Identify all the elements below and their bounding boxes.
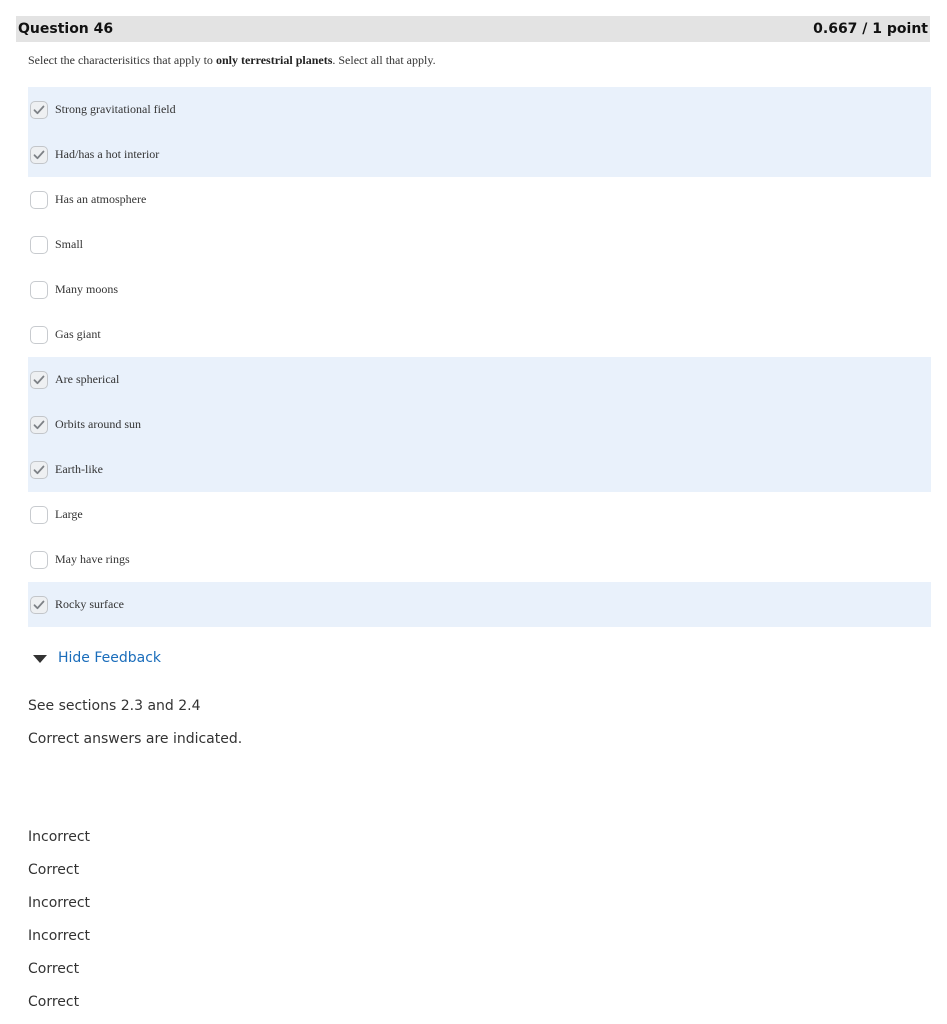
option-label: Orbits around sun — [55, 417, 141, 431]
caret-down-icon — [33, 655, 47, 663]
feedback-note-text: Correct answers are indicated. — [28, 731, 243, 747]
answer-option[interactable] — [28, 267, 931, 312]
checkmark-icon — [33, 420, 45, 430]
result-item: Correct — [28, 961, 80, 977]
option-label: Are spherical — [55, 372, 120, 386]
feedback-sections-text: See sections 2.3 and 2.4 — [28, 698, 201, 714]
checkmark-icon — [33, 150, 45, 160]
answer-option[interactable] — [28, 447, 931, 492]
option-label: Earth-like — [55, 462, 103, 476]
option-checkbox[interactable] — [30, 506, 48, 524]
checkmark-icon — [33, 375, 45, 385]
option-checkbox[interactable] — [30, 236, 48, 254]
option-label: Strong gravitational field — [55, 102, 176, 116]
option-checkbox[interactable] — [30, 326, 48, 344]
option-checkbox[interactable] — [30, 281, 48, 299]
option-checkbox[interactable] — [30, 371, 48, 389]
result-item: Incorrect — [28, 895, 91, 911]
option-label: May have rings — [55, 552, 130, 566]
answer-option[interactable] — [28, 402, 931, 447]
question-title: Question 46 — [18, 21, 114, 37]
option-label: Large — [55, 507, 83, 521]
option-label: Small — [55, 237, 84, 251]
answer-option[interactable] — [28, 582, 931, 627]
prompt-text-end: . Select all that apply. — [332, 53, 436, 67]
hide-feedback-link[interactable]: Hide Feedback — [58, 650, 162, 666]
result-item: Incorrect — [28, 928, 91, 944]
checkmark-icon — [33, 105, 45, 115]
answer-option[interactable] — [28, 222, 931, 267]
option-checkbox[interactable] — [30, 551, 48, 569]
option-checkbox[interactable] — [30, 416, 48, 434]
option-label: Has an atmosphere — [55, 192, 147, 206]
answer-option[interactable] — [28, 357, 931, 402]
checkmark-icon — [33, 600, 45, 610]
question-prompt — [28, 53, 436, 68]
prompt-text-start: Select the characterisitics that apply to — [28, 53, 216, 67]
answer-option[interactable] — [28, 312, 931, 357]
option-label: Had/has a hot interior — [55, 147, 160, 161]
option-checkbox[interactable] — [30, 191, 48, 209]
answer-option[interactable] — [28, 177, 931, 222]
answer-option[interactable] — [28, 492, 931, 537]
option-label: Rocky surface — [55, 597, 124, 611]
option-checkbox[interactable] — [30, 461, 48, 479]
prompt-emphasis: only terrestrial planets — [215, 53, 333, 67]
answer-option[interactable] — [28, 132, 931, 177]
question-header — [16, 16, 930, 42]
option-checkbox[interactable] — [30, 146, 48, 164]
answer-option[interactable] — [28, 87, 931, 132]
result-item: Correct — [28, 994, 80, 1010]
checkmark-icon — [33, 465, 45, 475]
option-label: Many moons — [55, 282, 118, 296]
option-checkbox[interactable] — [30, 596, 48, 614]
option-label: Gas giant — [55, 327, 101, 341]
answer-option[interactable] — [28, 537, 931, 582]
result-item: Incorrect — [28, 829, 91, 845]
question-score: 0.667 / 1 point — [813, 21, 928, 37]
option-checkbox[interactable] — [30, 101, 48, 119]
result-item: Correct — [28, 862, 80, 878]
hide-feedback-toggle[interactable] — [33, 650, 161, 666]
answer-options-list — [28, 87, 931, 627]
